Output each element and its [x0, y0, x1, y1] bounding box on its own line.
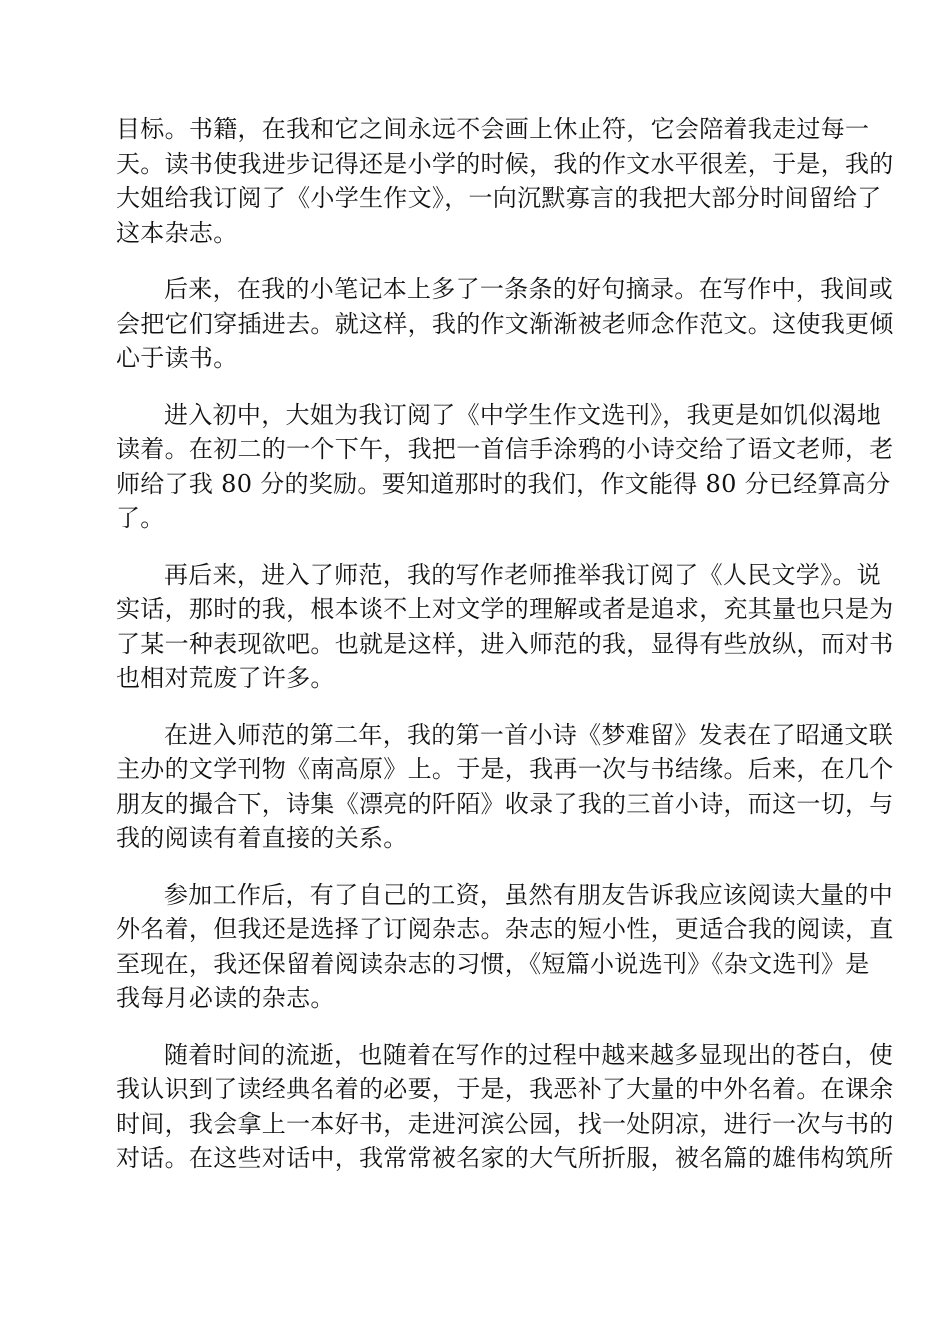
paragraph-1 [116, 112, 894, 250]
text-line: 目标。书籍，在我和它之间永远不会画上休止符，它会陪着我走过每一 [116, 115, 870, 143]
paragraph-4 [116, 558, 894, 696]
text-line: 在进入师范的第二年，我的第一首小诗《梦难留》发表在了昭通文联 [164, 720, 893, 749]
text-line: 实话，那时的我，根本谈不上对文学的理解或者是追求，充其量也只是为 [116, 595, 894, 623]
text-line: 了。 [116, 504, 165, 532]
text-line: 参加工作后，有了自己的工资，虽然有朋友告诉我应该阅读大量的中 [164, 880, 893, 909]
text-line: 主办的文学刊物《南高原》上。于是，我再一次与书结缘。后来，在几个 [116, 755, 894, 783]
text-line: 大姐给我订阅了《小学生作文》，一向沉默寡言的我把大部分时间留给了 [116, 184, 882, 212]
text-line: 我认识到了读经典名着的必要，于是，我恶补了大量的中外名着。在课余 [116, 1075, 894, 1103]
text-line: 朋友的撮合下，诗集《漂亮的阡陌》收录了我的三首小诗，而这一切，与 [116, 789, 894, 818]
text-line: 读着。在初二的一个下午，我把一首信手涂鸦的小诗交给了语文老师，老 [116, 435, 894, 463]
text-line: 对话。在这些对话中，我常常被名家的大气所折服，被名篇的雄伟构筑所 [116, 1144, 894, 1172]
text-line: 进入初中，大姐为我订阅了《中学生作文选刊》，我更是如饥似渴地 [164, 400, 881, 429]
paragraph-2 [116, 272, 894, 376]
text-line: 随着时间的流逝，也随着在写作的过程中越来越多显现出的苍白，使 [164, 1040, 893, 1069]
text-line: 师给了我 80 分的奖励。要知道那时的我们，作文能得 80 分已经算高分 [116, 469, 891, 498]
text-line: 外名着，但我还是选择了订阅杂志。杂志的短小性，更适合我的阅读，直 [116, 915, 894, 943]
text-line: 再后来，进入了师范，我的写作老师推举我订阅了《人民文学》。说 [164, 560, 881, 589]
text-line: 至现在，我还保留着阅读杂志的习惯，《短篇小说选刊》《杂文选刊》是 [116, 949, 870, 978]
text-line: 了某一种表现欲吧。也就是这样，进入师范的我，显得有些放纵，而对书 [116, 629, 894, 658]
text-line: 天。读书使我进步记得还是小学的时候，我的作文水平很差，于是，我的 [116, 149, 894, 178]
text-line: 我每月必读的杂志。 [116, 984, 335, 1012]
text-line: 后来，在我的小笔记本上多了一条条的好句摘录。在写作中，我间或 [164, 275, 893, 303]
text-line: 也相对荒废了许多。 [116, 664, 335, 692]
text-line: 心于读书。 [116, 344, 238, 372]
paragraph-6 [116, 878, 894, 1016]
text-line: 我的阅读有着直接的关系。 [116, 824, 408, 852]
paragraph-3 [116, 398, 894, 536]
text-line: 这本杂志。 [116, 218, 238, 247]
paragraph-7 [116, 1038, 894, 1176]
text-line: 会把它们穿插进去。就这样，我的作文渐渐被老师念作范文。这使我更倾 [116, 309, 894, 338]
paragraph-5 [116, 718, 894, 856]
text-line: 时间，我会拿上一本好书，走进河滨公园，找一处阴凉，进行一次与书的 [116, 1109, 894, 1138]
document-body [116, 112, 894, 1198]
